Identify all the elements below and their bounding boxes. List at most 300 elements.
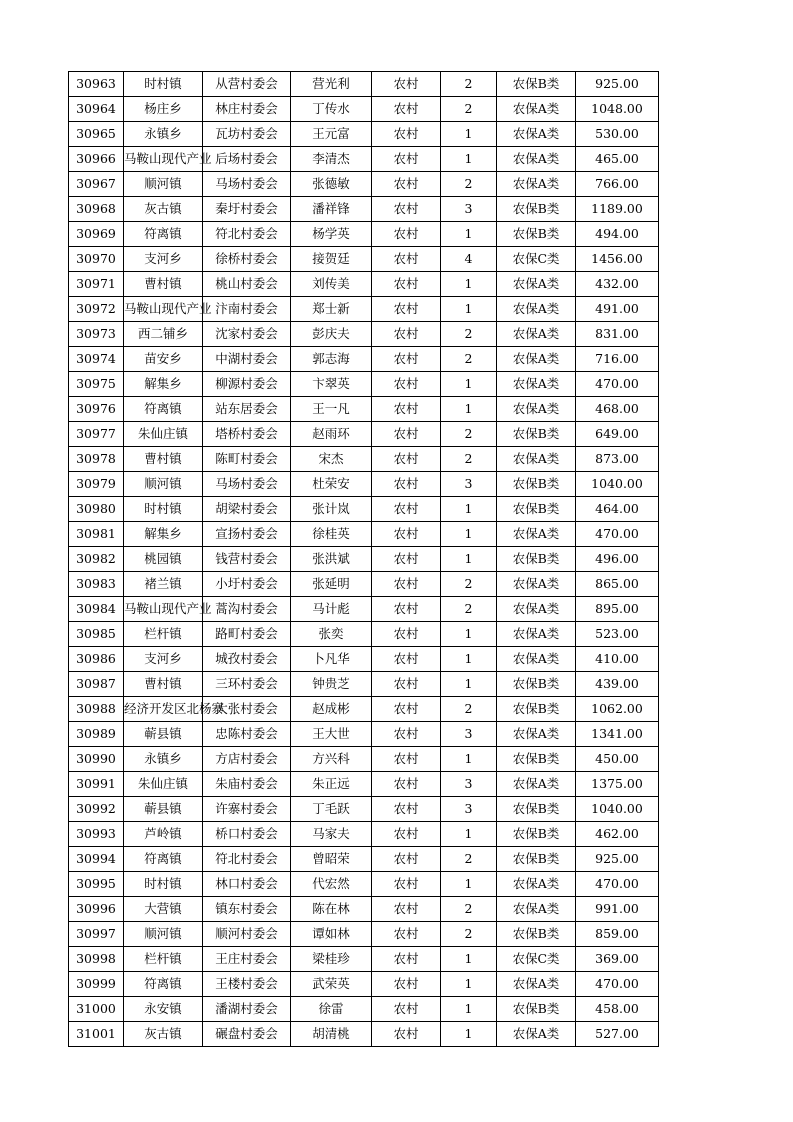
cell-id: 30969: [69, 222, 124, 247]
cell-name: 刘传美: [291, 272, 372, 297]
table-row: [69, 922, 659, 947]
cell-id: 30982: [69, 547, 124, 572]
cell-area: 农村: [372, 772, 441, 797]
table-row: [69, 297, 659, 322]
table-row: [69, 872, 659, 897]
cell-type: 农保A类: [497, 572, 576, 597]
cell-amount: 470.00: [576, 372, 659, 397]
cell-name: 王元富: [291, 122, 372, 147]
cell-town: 桃园镇: [124, 547, 203, 572]
cell-village: 马场村委会: [203, 472, 291, 497]
table-row: [69, 372, 659, 397]
cell-town: 栏杆镇: [124, 947, 203, 972]
cell-count: 1: [441, 997, 497, 1022]
cell-amount: 649.00: [576, 422, 659, 447]
cell-village: 秦圩村委会: [203, 197, 291, 222]
cell-count: 1: [441, 547, 497, 572]
cell-town: 马鞍山现代产业: [124, 297, 203, 322]
cell-town: 永安镇: [124, 997, 203, 1022]
cell-town: 解集乡: [124, 522, 203, 547]
cell-type: 农保A类: [497, 972, 576, 997]
cell-type: 农保A类: [497, 97, 576, 122]
cell-area: 农村: [372, 522, 441, 547]
table-row: [69, 947, 659, 972]
cell-name: 赵成彬: [291, 697, 372, 722]
cell-village: 小圩村委会: [203, 572, 291, 597]
cell-area: 农村: [372, 322, 441, 347]
cell-id: 30986: [69, 647, 124, 672]
table-row: [69, 322, 659, 347]
cell-amount: 865.00: [576, 572, 659, 597]
cell-town: 支河乡: [124, 247, 203, 272]
cell-village: 忠陈村委会: [203, 722, 291, 747]
cell-village: 沈家村委会: [203, 322, 291, 347]
table-row: [69, 847, 659, 872]
cell-id: 30971: [69, 272, 124, 297]
cell-town: 朱仙庄镇: [124, 422, 203, 447]
cell-amount: 432.00: [576, 272, 659, 297]
cell-name: 王一凡: [291, 397, 372, 422]
cell-area: 农村: [372, 422, 441, 447]
cell-count: 3: [441, 472, 497, 497]
cell-count: 2: [441, 422, 497, 447]
cell-name: 王大世: [291, 722, 372, 747]
cell-count: 3: [441, 797, 497, 822]
cell-village: 王庄村委会: [203, 947, 291, 972]
cell-count: 4: [441, 247, 497, 272]
cell-area: 农村: [372, 897, 441, 922]
cell-type: 农保A类: [497, 772, 576, 797]
cell-village: 桥口村委会: [203, 822, 291, 847]
cell-id: 30996: [69, 897, 124, 922]
cell-amount: 470.00: [576, 522, 659, 547]
cell-id: 30966: [69, 147, 124, 172]
table-row: [69, 972, 659, 997]
cell-name: 卞翠英: [291, 372, 372, 397]
cell-village: 从营村委会: [203, 72, 291, 97]
table-row: [69, 122, 659, 147]
cell-area: 农村: [372, 472, 441, 497]
cell-town: 苗安乡: [124, 347, 203, 372]
cell-count: 2: [441, 572, 497, 597]
table-row: [69, 647, 659, 672]
cell-count: 1: [441, 1022, 497, 1047]
cell-village: 潘湖村委会: [203, 997, 291, 1022]
cell-id: 30991: [69, 772, 124, 797]
cell-amount: 458.00: [576, 997, 659, 1022]
cell-type: 农保A类: [497, 647, 576, 672]
cell-count: 3: [441, 722, 497, 747]
cell-name: 郭志海: [291, 347, 372, 372]
cell-id: 30974: [69, 347, 124, 372]
cell-town: 曹村镇: [124, 447, 203, 472]
cell-amount: 895.00: [576, 597, 659, 622]
cell-id: 30980: [69, 497, 124, 522]
cell-village: 柳源村委会: [203, 372, 291, 397]
cell-amount: 523.00: [576, 622, 659, 647]
cell-name: 杨学英: [291, 222, 372, 247]
cell-area: 农村: [372, 347, 441, 372]
cell-village: 许寨村委会: [203, 797, 291, 822]
table-row: [69, 147, 659, 172]
cell-name: 潘祥锋: [291, 197, 372, 222]
cell-count: 2: [441, 347, 497, 372]
cell-count: 1: [441, 972, 497, 997]
cell-name: 代宏然: [291, 872, 372, 897]
cell-area: 农村: [372, 197, 441, 222]
cell-type: 农保B类: [497, 922, 576, 947]
cell-village: 塔桥村委会: [203, 422, 291, 447]
table-row: [69, 247, 659, 272]
cell-type: 农保B类: [497, 72, 576, 97]
cell-type: 农保B类: [497, 497, 576, 522]
record-table-body: [69, 72, 659, 1047]
cell-area: 农村: [372, 272, 441, 297]
cell-type: 农保A类: [497, 122, 576, 147]
cell-type: 农保B类: [497, 222, 576, 247]
cell-id: 30985: [69, 622, 124, 647]
cell-count: 1: [441, 272, 497, 297]
cell-type: 农保B类: [497, 697, 576, 722]
cell-id: 30975: [69, 372, 124, 397]
cell-town: 永镇乡: [124, 122, 203, 147]
cell-name: 彭庆夫: [291, 322, 372, 347]
cell-town: 曹村镇: [124, 672, 203, 697]
cell-area: 农村: [372, 122, 441, 147]
table-row: [69, 722, 659, 747]
table-row: [69, 397, 659, 422]
cell-id: 30968: [69, 197, 124, 222]
cell-type: 农保B类: [497, 747, 576, 772]
cell-name: 陈在林: [291, 897, 372, 922]
cell-count: 1: [441, 947, 497, 972]
cell-town: 芦岭镇: [124, 822, 203, 847]
cell-name: 杜荣安: [291, 472, 372, 497]
cell-area: 农村: [372, 797, 441, 822]
cell-type: 农保B类: [497, 547, 576, 572]
cell-count: 1: [441, 822, 497, 847]
cell-name: 钟贵芝: [291, 672, 372, 697]
cell-id: 30984: [69, 597, 124, 622]
cell-type: 农保A类: [497, 522, 576, 547]
cell-id: 30970: [69, 247, 124, 272]
cell-id: 30989: [69, 722, 124, 747]
cell-type: 农保B类: [497, 472, 576, 497]
cell-area: 农村: [372, 572, 441, 597]
cell-area: 农村: [372, 447, 441, 472]
cell-area: 农村: [372, 172, 441, 197]
cell-area: 农村: [372, 672, 441, 697]
cell-name: 张奕: [291, 622, 372, 647]
cell-name: 张德敏: [291, 172, 372, 197]
cell-id: 30977: [69, 422, 124, 447]
table-row: [69, 72, 659, 97]
cell-id: 30967: [69, 172, 124, 197]
cell-amount: 1062.00: [576, 697, 659, 722]
cell-count: 2: [441, 97, 497, 122]
cell-area: 农村: [372, 297, 441, 322]
cell-id: 30997: [69, 922, 124, 947]
cell-amount: 464.00: [576, 497, 659, 522]
cell-count: 1: [441, 397, 497, 422]
table-row: [69, 97, 659, 122]
cell-count: 2: [441, 897, 497, 922]
cell-id: 30987: [69, 672, 124, 697]
cell-name: 曾昭荣: [291, 847, 372, 872]
cell-town: 支河乡: [124, 647, 203, 672]
cell-type: 农保B类: [497, 422, 576, 447]
cell-count: 1: [441, 297, 497, 322]
cell-id: 30988: [69, 697, 124, 722]
cell-village: 方店村委会: [203, 747, 291, 772]
cell-name: 马家夫: [291, 822, 372, 847]
cell-village: 桃山村委会: [203, 272, 291, 297]
cell-count: 2: [441, 72, 497, 97]
cell-amount: 470.00: [576, 872, 659, 897]
table-row: [69, 1022, 659, 1047]
cell-count: 3: [441, 772, 497, 797]
cell-area: 农村: [372, 372, 441, 397]
cell-village: 三环村委会: [203, 672, 291, 697]
cell-area: 农村: [372, 547, 441, 572]
cell-amount: 468.00: [576, 397, 659, 422]
cell-amount: 925.00: [576, 72, 659, 97]
cell-name: 胡清桃: [291, 1022, 372, 1047]
cell-amount: 831.00: [576, 322, 659, 347]
cell-type: 农保A类: [497, 597, 576, 622]
record-table: [68, 71, 659, 1047]
cell-count: 1: [441, 522, 497, 547]
cell-name: 接贺廷: [291, 247, 372, 272]
table-row: [69, 422, 659, 447]
cell-amount: 530.00: [576, 122, 659, 147]
cell-count: 3: [441, 197, 497, 222]
cell-amount: 1040.00: [576, 797, 659, 822]
cell-town: 解集乡: [124, 372, 203, 397]
cell-id: 30972: [69, 297, 124, 322]
cell-type: 农保A类: [497, 147, 576, 172]
cell-name: 郑士新: [291, 297, 372, 322]
cell-name: 张洪斌: [291, 547, 372, 572]
cell-id: 30979: [69, 472, 124, 497]
table-row: [69, 497, 659, 522]
cell-area: 农村: [372, 72, 441, 97]
cell-count: 1: [441, 372, 497, 397]
table-row: [69, 572, 659, 597]
cell-amount: 462.00: [576, 822, 659, 847]
cell-name: 徐桂英: [291, 522, 372, 547]
cell-count: 1: [441, 622, 497, 647]
cell-area: 农村: [372, 1022, 441, 1047]
cell-amount: 766.00: [576, 172, 659, 197]
cell-village: 朱庙村委会: [203, 772, 291, 797]
cell-village: 钱营村委会: [203, 547, 291, 572]
cell-name: 李清杰: [291, 147, 372, 172]
cell-amount: 439.00: [576, 672, 659, 697]
cell-id: 30978: [69, 447, 124, 472]
cell-type: 农保C类: [497, 947, 576, 972]
table-row: [69, 522, 659, 547]
cell-town: 蕲县镇: [124, 722, 203, 747]
cell-amount: 925.00: [576, 847, 659, 872]
cell-type: 农保A类: [497, 272, 576, 297]
cell-town: 顺河镇: [124, 922, 203, 947]
cell-village: 林口村委会: [203, 872, 291, 897]
cell-id: 31000: [69, 997, 124, 1022]
cell-area: 农村: [372, 922, 441, 947]
cell-town: 马鞍山现代产业: [124, 597, 203, 622]
cell-area: 农村: [372, 497, 441, 522]
cell-name: 朱正远: [291, 772, 372, 797]
cell-village: 符北村委会: [203, 222, 291, 247]
cell-name: 宋杰: [291, 447, 372, 472]
cell-town: 符离镇: [124, 397, 203, 422]
cell-count: 2: [441, 697, 497, 722]
cell-area: 农村: [372, 947, 441, 972]
cell-count: 2: [441, 172, 497, 197]
cell-village: 路町村委会: [203, 622, 291, 647]
cell-town: 褚兰镇: [124, 572, 203, 597]
cell-name: 营光利: [291, 72, 372, 97]
cell-area: 农村: [372, 397, 441, 422]
cell-id: 30995: [69, 872, 124, 897]
table-row: [69, 697, 659, 722]
cell-amount: 491.00: [576, 297, 659, 322]
cell-name: 赵雨环: [291, 422, 372, 447]
cell-count: 2: [441, 597, 497, 622]
cell-id: 30963: [69, 72, 124, 97]
table-row: [69, 747, 659, 772]
cell-town: 时村镇: [124, 497, 203, 522]
cell-name: 梁桂珍: [291, 947, 372, 972]
cell-id: 30964: [69, 97, 124, 122]
table-row: [69, 472, 659, 497]
cell-area: 农村: [372, 597, 441, 622]
cell-type: 农保A类: [497, 897, 576, 922]
cell-amount: 1040.00: [576, 472, 659, 497]
cell-village: 符北村委会: [203, 847, 291, 872]
cell-village: 碾盘村委会: [203, 1022, 291, 1047]
table-row: [69, 597, 659, 622]
cell-town: 符离镇: [124, 972, 203, 997]
cell-area: 农村: [372, 847, 441, 872]
cell-town: 栏杆镇: [124, 622, 203, 647]
cell-amount: 450.00: [576, 747, 659, 772]
cell-name: 张延明: [291, 572, 372, 597]
cell-area: 农村: [372, 722, 441, 747]
cell-name: 张计岚: [291, 497, 372, 522]
cell-id: 30981: [69, 522, 124, 547]
cell-area: 农村: [372, 872, 441, 897]
cell-town: 顺河镇: [124, 172, 203, 197]
cell-type: 农保A类: [497, 322, 576, 347]
cell-name: 方兴科: [291, 747, 372, 772]
cell-type: 农保A类: [497, 1022, 576, 1047]
cell-town: 符离镇: [124, 222, 203, 247]
cell-area: 农村: [372, 997, 441, 1022]
cell-village: 林庄村委会: [203, 97, 291, 122]
cell-name: 武荣英: [291, 972, 372, 997]
table-row: [69, 547, 659, 572]
cell-amount: 527.00: [576, 1022, 659, 1047]
table-row: [69, 672, 659, 697]
cell-id: 30965: [69, 122, 124, 147]
table-row: [69, 822, 659, 847]
cell-amount: 1189.00: [576, 197, 659, 222]
cell-town: 马鞍山现代产业: [124, 147, 203, 172]
cell-count: 1: [441, 647, 497, 672]
cell-amount: 496.00: [576, 547, 659, 572]
cell-town: 时村镇: [124, 872, 203, 897]
table-row: [69, 172, 659, 197]
cell-amount: 859.00: [576, 922, 659, 947]
cell-town: 灰古镇: [124, 1022, 203, 1047]
cell-count: 1: [441, 147, 497, 172]
cell-name: 丁传水: [291, 97, 372, 122]
cell-village: 胡梁村委会: [203, 497, 291, 522]
cell-count: 2: [441, 322, 497, 347]
cell-village: 陈町村委会: [203, 447, 291, 472]
cell-area: 农村: [372, 747, 441, 772]
cell-area: 农村: [372, 697, 441, 722]
cell-town: 经济开发区北杨寨: [124, 697, 203, 722]
cell-id: 30983: [69, 572, 124, 597]
cell-area: 农村: [372, 222, 441, 247]
cell-village: 后场村委会: [203, 147, 291, 172]
cell-town: 永镇乡: [124, 747, 203, 772]
cell-count: 1: [441, 122, 497, 147]
cell-count: 1: [441, 747, 497, 772]
cell-town: 蕲县镇: [124, 797, 203, 822]
cell-village: 马场村委会: [203, 172, 291, 197]
cell-amount: 1375.00: [576, 772, 659, 797]
cell-count: 1: [441, 872, 497, 897]
cell-type: 农保A类: [497, 347, 576, 372]
cell-area: 农村: [372, 147, 441, 172]
cell-village: 镇东村委会: [203, 897, 291, 922]
cell-village: 王楼村委会: [203, 972, 291, 997]
cell-area: 农村: [372, 972, 441, 997]
cell-type: 农保C类: [497, 247, 576, 272]
cell-type: 农保A类: [497, 397, 576, 422]
cell-amount: 1456.00: [576, 247, 659, 272]
cell-id: 31001: [69, 1022, 124, 1047]
cell-town: 大营镇: [124, 897, 203, 922]
table-row: [69, 897, 659, 922]
cell-town: 灰古镇: [124, 197, 203, 222]
cell-count: 2: [441, 447, 497, 472]
cell-village: 汴南村委会: [203, 297, 291, 322]
cell-area: 农村: [372, 247, 441, 272]
cell-village: 顺河村委会: [203, 922, 291, 947]
cell-type: 农保A类: [497, 722, 576, 747]
cell-village: 站东居委会: [203, 397, 291, 422]
cell-type: 农保A类: [497, 297, 576, 322]
cell-amount: 716.00: [576, 347, 659, 372]
cell-amount: 873.00: [576, 447, 659, 472]
cell-area: 农村: [372, 647, 441, 672]
cell-amount: 1048.00: [576, 97, 659, 122]
cell-amount: 1341.00: [576, 722, 659, 747]
cell-type: 农保A类: [497, 447, 576, 472]
cell-count: 2: [441, 847, 497, 872]
cell-type: 农保B类: [497, 672, 576, 697]
table-row: [69, 272, 659, 297]
cell-amount: 369.00: [576, 947, 659, 972]
cell-town: 曹村镇: [124, 272, 203, 297]
cell-name: 徐雷: [291, 997, 372, 1022]
cell-type: 农保A类: [497, 372, 576, 397]
